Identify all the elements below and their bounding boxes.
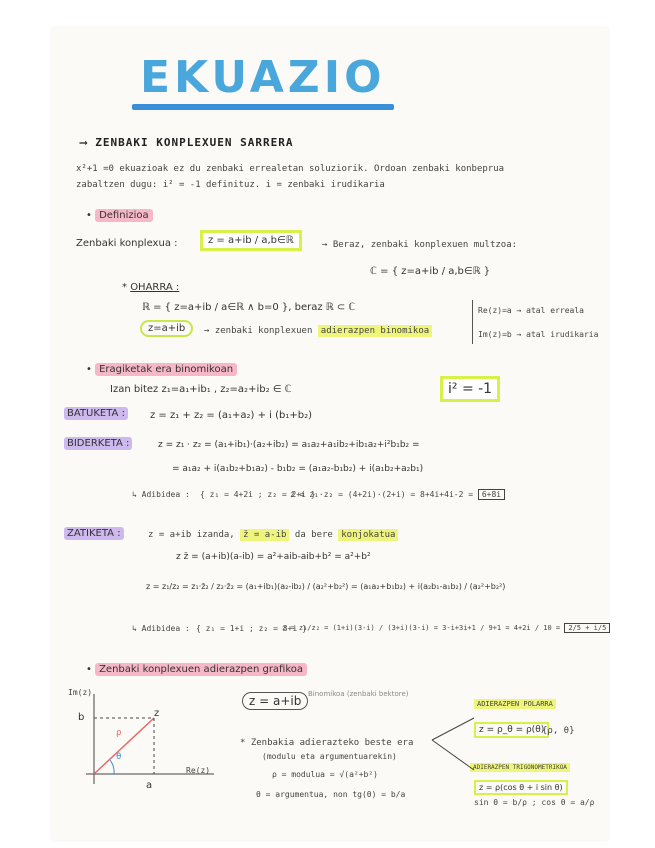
- beste-era-2: (modulu eta argumentuarekin): [262, 752, 397, 761]
- adibidea-1-calc: [290, 490, 505, 499]
- batuketa-label: [64, 408, 128, 419]
- adibidea-1-text: z = z₁·z₂ = (4+2i)·(2+i) = 8+4i+4i-2 =: [290, 490, 478, 499]
- adibidea-2-system: { z₁ = 1+i ; z₂ = 3+i }: [196, 624, 307, 633]
- a-label: a: [146, 780, 153, 791]
- biderketa-line-1: z = z₁ · z₂ = (a₁+ib₁)·(a₂+ib₂) = a₁a₂+a₁ib₂+ib₁a₂+i²b₁b₂ =: [158, 440, 420, 450]
- zenbaki-konplexua-label: Zenbaki konplexua :: [76, 238, 178, 249]
- definition-formula: z = a+ib / a,b∈ℝ: [200, 230, 302, 251]
- binomial-desc: [204, 326, 432, 336]
- section-header: [80, 136, 293, 149]
- zatiketa-label: [64, 528, 124, 539]
- binomial-highlight: adierazpen binomikoa: [318, 325, 432, 337]
- eragiketak-heading: • Eragiketak era binomikoan: [86, 364, 237, 375]
- section-header-label: ZENBAKI KONPLEXUEN SARRERA: [95, 136, 294, 149]
- grafikoa-heading: • Zenbaki konplexuen adierazpen grafikoa: [86, 664, 307, 675]
- z-point-label: z: [154, 708, 160, 719]
- im-axis-label: Im(z): [68, 688, 93, 697]
- oharra-label: OHARRA :: [130, 282, 180, 293]
- title-underline: [132, 104, 394, 110]
- biderketa-line-2: = a₁a₂ + i(a₁b₂+b₁a₂) - b₁b₂ = (a₁a₂-b₁b₂) + i(a₁b₂+a₂b₁): [172, 464, 424, 474]
- intro-line-2: zabaltzen dugu: i² = -1 definituz. i = zenbaki irudikaria: [76, 180, 385, 190]
- zatiketa-intro: [148, 530, 398, 540]
- real-subset: ℝ = { z=a+ib / a∈ℝ ∧ b=0 }, beraz ℝ ⊂ ℂ: [142, 302, 356, 313]
- arrow-icon: ⟶: [80, 136, 96, 149]
- division-formula: z = z₁/z₂ = z₁·z̄₂ / z₂·z̄₂ = (a₁+ib₁)(a₂-ib₂) / (a₂²+b₂²) = (a₁a₂+b₁b₂) + i(a₂b₁-a₁b₂) / (a₂²+b₂²): [146, 582, 506, 591]
- imaginary-part: Im(z)=b → atal irudikaria: [478, 330, 599, 339]
- polarra-formula: z = ρ_θ = ρ(θ): [474, 722, 549, 738]
- adibidea-1-result: 6+8i: [478, 489, 505, 500]
- real-part: Re(z)=a → atal erreala: [478, 306, 584, 315]
- zatiketa-da: da bere: [294, 530, 333, 540]
- konjokatua-highlight: konjokatua: [338, 529, 398, 541]
- branch-arrows: [430, 700, 480, 780]
- conjugate-highlight: z̄ = a-ib: [240, 529, 289, 541]
- adibidea-2-calc: [282, 624, 610, 632]
- oharra-heading: * OHARRA :: [122, 282, 180, 293]
- grafikoa-label: Zenbaki konplexuen adierazpen grafikoa: [95, 663, 307, 676]
- binomial-desc-text: → zenbaki konplexuen: [204, 326, 313, 336]
- theta-arc: [110, 760, 114, 774]
- re-axis-label: Re(z): [186, 766, 211, 775]
- zatiketa-label-text: ZATIKETA :: [64, 527, 124, 540]
- definizioa-label: Definizioa: [95, 209, 153, 222]
- brace-divider: [472, 300, 473, 344]
- b-label: b: [78, 712, 85, 723]
- modulua: ρ = modulua = √(a²+b²): [272, 770, 378, 779]
- binomial-note: Binomikoa (zenbaki bektore): [308, 690, 409, 698]
- binomial-form: z=a+ib: [140, 320, 193, 337]
- binomial-graph-form: z = a+ib: [242, 692, 308, 710]
- beste-era: * Zenbakia adierazteko beste era: [240, 738, 414, 748]
- beraz-text: → Beraz, zenbaki konplexuen multzoa:: [322, 240, 518, 250]
- z-vector: [94, 718, 154, 774]
- polarra-set: {ρ, θ}: [542, 726, 575, 736]
- eragiketak-label: Eragiketak era binomikoan: [95, 363, 237, 376]
- theta-label: θ: [116, 752, 122, 762]
- intro-line-1: x²+1 =0 ekuazioak ez du zenbaki errealetan soluziorik. Ordoan zenbaki konbeprua: [76, 164, 505, 174]
- adibidea-2-result: 2/5 + i/5: [564, 623, 610, 633]
- adibidea-2-text: z = z₁/z₂ = (1+i)(3-i) / (3+i)(3-i) = 3-i+3i+1 / 9+1 = 4+2i / 10 =: [282, 624, 565, 632]
- polarra-heading: [474, 700, 556, 708]
- zatiketa-intro-text: z = a+ib izanda,: [148, 530, 235, 540]
- arrow-to-trig: [432, 740, 474, 770]
- batuketa-formula: z = z₁ + z₂ = (a₁+a₂) + i (b₁+b₂): [150, 410, 313, 421]
- trig-heading-text: ADIERAZPEN TRIGONOMETRIKOA: [470, 763, 570, 772]
- trig-formula: z = ρ(cos θ + i sin θ): [474, 780, 568, 795]
- izan-bitez: Izan bitez z₁=a₁+ib₁ , z₂=a₂+ib₂ ∈ ℂ: [110, 384, 292, 395]
- biderketa-label: [64, 438, 132, 449]
- adibidea-1-system: { z₁ = 4+2i ; z₂ = 2+i }: [200, 490, 316, 499]
- polarra-heading-text: ADIERAZPEN POLARRA: [474, 699, 556, 709]
- argumentua: θ = argumentua, non tg(θ) = b/a: [256, 790, 406, 799]
- i-squared-box: i² = -1: [440, 376, 500, 402]
- complex-set: ℂ = { z=a+ib / a,b∈ℝ }: [370, 266, 491, 277]
- trig-equations: sin θ = b/ρ ; cos θ = a/ρ: [474, 798, 595, 807]
- argand-diagram: [64, 688, 224, 792]
- page-title: EKUAZIO: [140, 52, 386, 103]
- z-times-conjugate: z z̄ = (a+ib)(a-ib) = a²+aib-aib+b² = a²+b²: [176, 552, 371, 562]
- adibidea-2-label: ↳ Adibidea :: [132, 624, 190, 633]
- batuketa-label-text: BATUKETA :: [64, 407, 128, 420]
- adibidea-1-label: ↳ Adibidea :: [132, 490, 190, 499]
- arrow-to-polar: [432, 718, 474, 740]
- biderketa-label-text: BIDERKETA :: [64, 437, 132, 450]
- definizioa-heading: • Definizioa: [86, 210, 153, 221]
- rho-label: ρ: [116, 728, 122, 738]
- trig-heading: [470, 764, 570, 771]
